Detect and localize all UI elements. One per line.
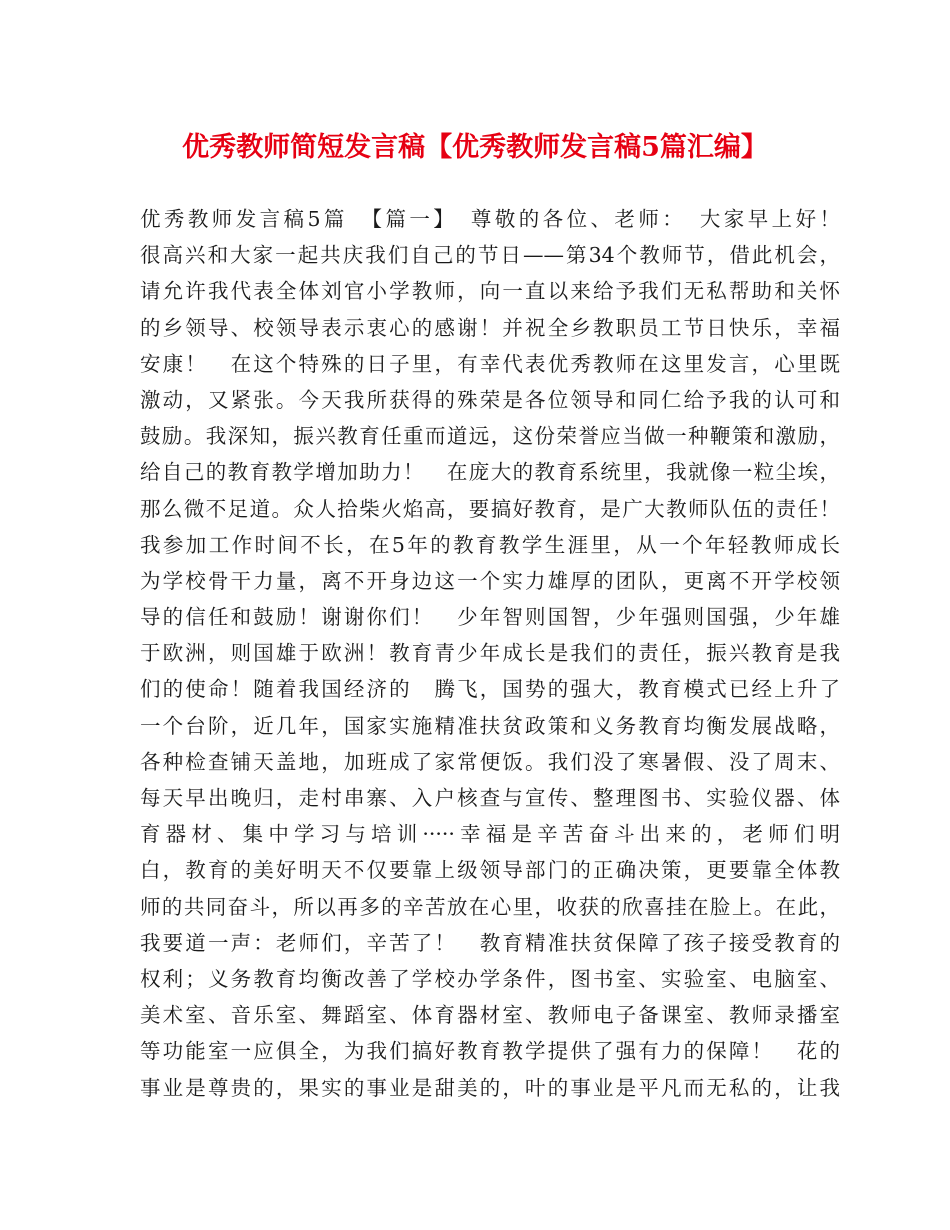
document-body [140, 201, 840, 1106]
body-line: 为学校骨干力量，离不开身边这一个实力雄厚的团队，更离不开学校领 [140, 568, 840, 593]
body-line: 请允许我代表全体刘官小学教师，向一直以来给予我们无私帮助和关怀 [140, 279, 840, 304]
body-line: 激动，又紧张。今天我所获得的殊荣是各位领导和同仁给予我的认可和 [140, 387, 840, 412]
body-line: 那么微不足道。众人拾柴火焰高，要搞好教育，是广大教师队伍的责任！ [140, 496, 840, 521]
body-line: 优秀教师发言稿5篇 【篇一】 尊敬的各位、老师： 大家早上好！ [140, 207, 840, 231]
body-line: 安康！ 在这个特殊的日子里，有幸代表优秀教师在这里发言，心里既 [140, 351, 840, 376]
body-line: 事业是尊贵的，果实的事业是甜美的，叶的事业是平凡而无私的，让我 [140, 1075, 840, 1100]
body-line: 每天早出晚归，走村串寨、入户核查与宣传、整理图书、实验仪器、体 [140, 786, 840, 810]
body-line: 各种检查铺天盖地，加班成了家常便饭。我们没了寒暑假、没了周末、 [140, 749, 840, 774]
body-line: 白，教育的美好明天不仅要靠上级领导部门的正确决策，更要靠全体教 [140, 858, 840, 883]
document-title: 优秀教师简短发言稿【优秀教师发言稿5篇汇编】 [182, 132, 768, 163]
body-line: 权利；义务教育均衡改善了学校办学条件，图书室、实验室、电脑室、 [140, 966, 840, 991]
body-line: 育器材、集中学习与培训·····幸福是辛苦奋斗出来的，老师们明 [140, 822, 840, 847]
body-line: 于欧洲，则国雄于欧洲！教育青少年成长是我们的责任，振兴教育是我 [140, 641, 840, 666]
body-line: 我要道一声：老师们，辛苦了！ 教育精准扶贫保障了孩子接受教育的 [140, 930, 840, 955]
body-line: 我参加工作时间不长，在5年的教育教学生涯里，从一个年轻教师成长 [140, 532, 840, 557]
body-line: 师的共同奋斗，所以再多的辛苦放在心里，收获的欣喜挂在脸上。在此， [140, 894, 840, 919]
body-line: 很高兴和大家一起共庆我们自己的节日——第34个教师节，借此机会， [140, 243, 840, 268]
body-line: 等功能室一应俱全，为我们搞好教育教学提供了强有力的保障！ 花的 [140, 1039, 840, 1064]
body-line: 给自己的教育教学增加助力！ 在庞大的教育系统里，我就像一粒尘埃， [140, 460, 840, 485]
body-line: 导的信任和鼓励！谢谢你们！ 少年智则国智，少年强则国强，少年雄 [140, 605, 840, 630]
body-line: 们的使命！随着我国经济的 腾飞，国势的强大，教育模式已经上升了 [140, 677, 840, 702]
body-line: 鼓励。我深知，振兴教育任重而道远，这份荣誉应当做一种鞭策和激励， [140, 424, 840, 449]
body-line: 一个台阶，近几年，国家实施精准扶贫政策和义务教育均衡发展战略， [140, 713, 840, 738]
body-line: 美术室、音乐室、舞蹈室、体育器材室、教师电子备课室、教师录播室 [140, 1003, 840, 1028]
body-line: 的乡领导、校领导表示衷心的感谢！并祝全乡教职员工节日快乐，幸福 [140, 315, 840, 340]
